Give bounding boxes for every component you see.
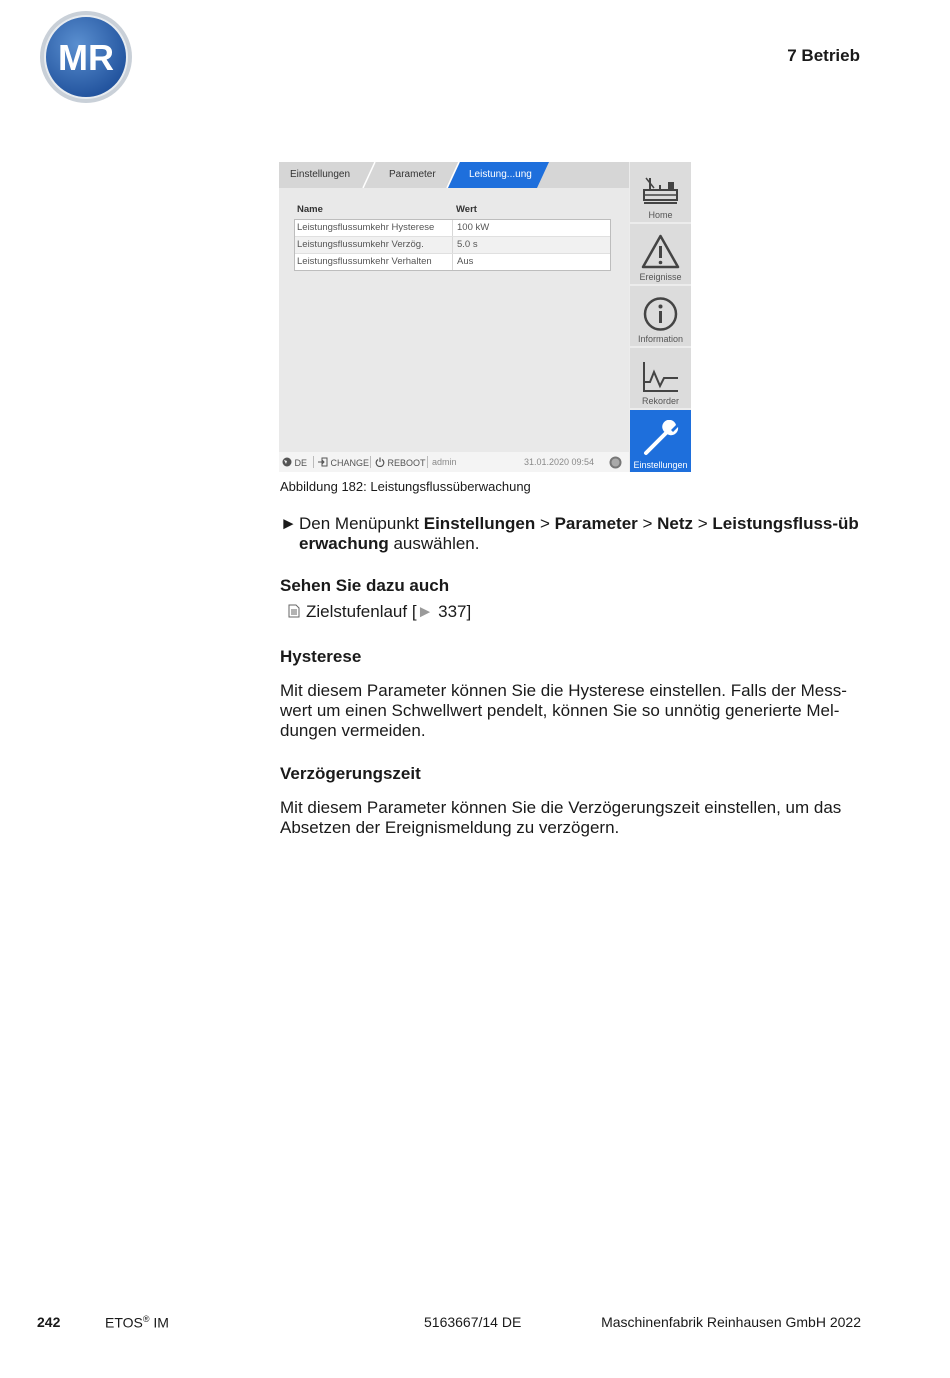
crumb-einstellungen[interactable]: Einstellungen	[290, 169, 351, 180]
step-arrow: ►	[280, 514, 297, 533]
table-row[interactable]	[295, 220, 610, 237]
document-icon	[288, 604, 300, 618]
mr-mini-logo-icon	[609, 456, 622, 469]
section-heading-hysterese: Hysterese	[280, 647, 362, 666]
table-row[interactable]	[295, 254, 610, 270]
nav-ereignisse[interactable]	[630, 224, 691, 284]
crumb-parameter[interactable]: Parameter	[389, 169, 436, 180]
login-icon	[318, 457, 328, 467]
chapter-title: 7 Betrieb	[787, 46, 860, 65]
see-also-link[interactable]: Zielstufenlauf [► 337]	[288, 602, 471, 622]
nav-information[interactable]	[630, 286, 691, 346]
nav-home[interactable]	[630, 162, 691, 222]
figure-caption: Abbildung 182: Leistungsflussüberwachung	[280, 479, 531, 494]
nav-rekorder[interactable]	[630, 348, 691, 408]
nav-label: Ereignisse	[639, 272, 682, 282]
power-icon	[375, 457, 385, 467]
nav-label: Einstellungen	[633, 460, 688, 470]
side-nav	[630, 162, 691, 472]
info-icon	[640, 296, 681, 332]
col-name: Name	[297, 204, 323, 215]
step-text: Den Menüpunkt Einstellungen > Parameter > Netz > Leistungsfluss-überwachung auswählen.	[299, 514, 859, 553]
row-name: Leistungsflussumkehr Verhalten	[297, 256, 432, 267]
nav-label: Home	[648, 210, 673, 220]
product-name: ETOS® IM	[105, 1314, 169, 1331]
row-value: 5.0 s	[457, 239, 478, 250]
nav-label: Information	[637, 334, 684, 344]
see-also-heading: Sehen Sie dazu auch	[280, 576, 450, 595]
device-screenshot	[279, 162, 691, 472]
row-value: Aus	[457, 256, 474, 267]
section-heading-verzoegerungszeit: Verzögerungszeit	[280, 764, 421, 783]
page-number: 242	[37, 1314, 61, 1330]
document-number: 5163667/14 DE	[424, 1314, 522, 1330]
user-label: admin	[432, 457, 457, 467]
breadcrumb	[279, 162, 629, 188]
transformer-icon	[640, 172, 681, 208]
section-text-hysterese: Mit diesem Parameter können Sie die Hysterese einstellen. Falls der Mess-wert um einen Schwellwert pendelt, können Sie so unnötig generierte Mel-dungen vermeiden.	[280, 681, 847, 740]
settings-panel	[279, 162, 629, 472]
table-header	[294, 202, 611, 218]
change-button[interactable]: CHANGE	[318, 457, 369, 468]
parameter-table	[294, 202, 611, 271]
section-text-verzoegerungszeit: Mit diesem Parameter können Sie die Verzögerungszeit einstellen, um das Absetzen der Ereignismeldung zu verzögern.	[280, 798, 842, 837]
reboot-button[interactable]: REBOOT	[375, 457, 426, 468]
recorder-chart-icon	[640, 358, 681, 394]
mr-logo	[39, 10, 133, 104]
language-button[interactable]: DE	[282, 457, 307, 468]
table-row[interactable]	[295, 237, 610, 254]
crumb-leistung[interactable]: Leistung...ung	[469, 169, 532, 180]
row-name: Leistungsflussumkehr Hysterese	[297, 222, 435, 233]
nav-label: Rekorder	[641, 396, 679, 406]
nav-einstellungen[interactable]	[630, 410, 691, 472]
wrench-icon	[640, 420, 681, 456]
globe-icon	[282, 457, 292, 467]
warning-icon	[640, 234, 681, 270]
status-bar	[279, 452, 629, 472]
company-name: Maschinenfabrik Reinhausen GmbH 2022	[601, 1314, 861, 1330]
row-value: 100 kW	[457, 222, 490, 233]
datetime: 31.01.2020 09:54	[524, 457, 595, 467]
col-value: Wert	[456, 204, 477, 215]
logo-text: MR	[58, 37, 114, 78]
row-name: Leistungsflussumkehr Verzög.	[297, 239, 424, 250]
